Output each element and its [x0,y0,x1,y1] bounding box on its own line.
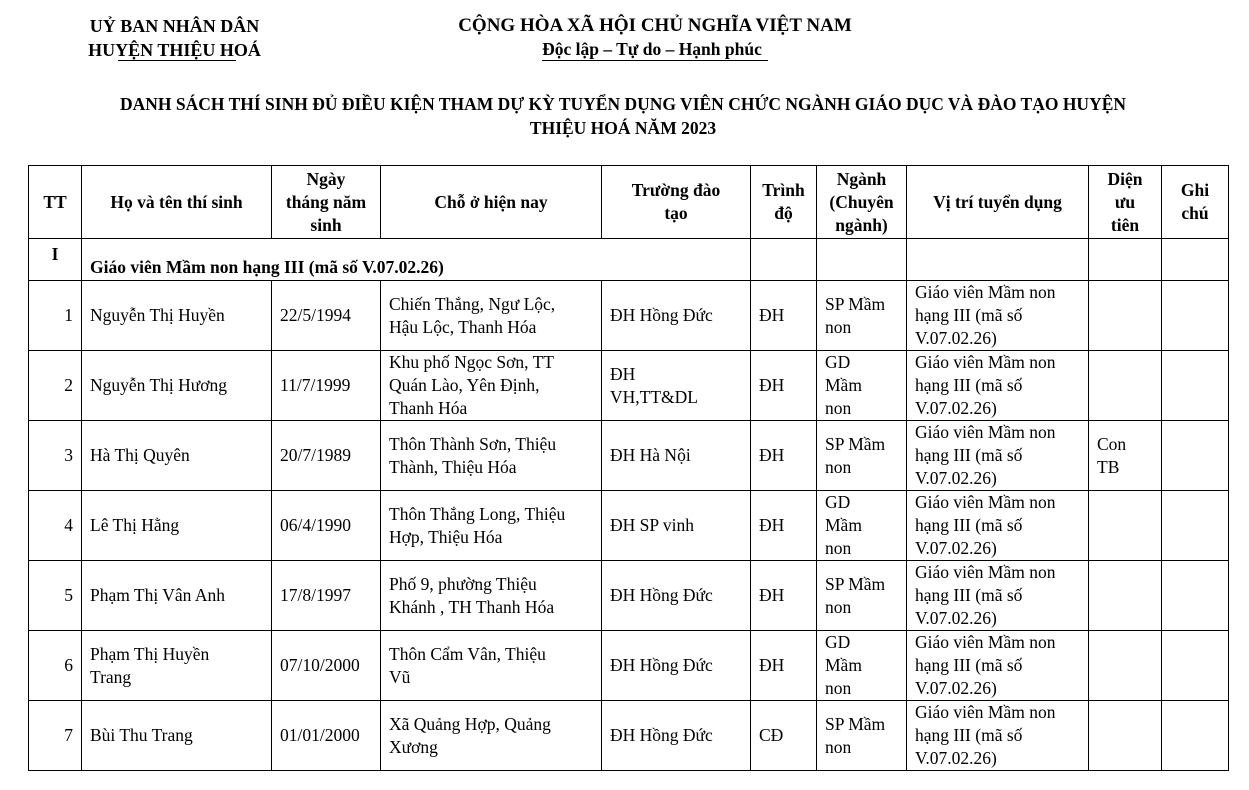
cell-address: Khu phố Ngọc Sơn, TT Quán Lào, Yên Định, Thanh Hóa [381,351,602,421]
cell-school: ĐH Hồng Đức [602,561,751,631]
issuing-authority [62,14,287,62]
table-row [29,281,1229,351]
cell-position: Giáo viên Mầm non hạng III (mã số V.07.02.26) [907,351,1089,421]
cell-school: ĐH Hà Nội [602,421,751,491]
cell-name: Phạm Thị Huyền Trang [82,631,272,701]
section-index: I [29,239,82,281]
cell-priority [1089,561,1162,631]
col-header-level: Trình độ [751,166,817,239]
cell-priority [1089,701,1162,771]
cell-major: GD Mầm non [817,631,907,701]
cell-note [1162,421,1229,491]
cell-priority [1089,351,1162,421]
section-row [29,239,1229,281]
cell-school: ĐH Hồng Đức [602,701,751,771]
table-row [29,701,1229,771]
cell-level: ĐH [751,421,817,491]
cell-name: Bùi Thu Trang [82,701,272,771]
cell-tt: 1 [29,281,82,351]
cell-tt: 5 [29,561,82,631]
cell-dob: 06/4/1990 [272,491,381,561]
cell-level: ĐH [751,561,817,631]
cell-major: SP Mầm non [817,281,907,351]
col-header-school: Trường đào tạo [602,166,751,239]
cell-major: SP Mầm non [817,561,907,631]
cell-priority [1089,491,1162,561]
cell-name: Nguyễn Thị Hương [82,351,272,421]
cell-level: ĐH [751,631,817,701]
cell-dob: 22/5/1994 [272,281,381,351]
cell-note [1162,491,1229,561]
cell-position: Giáo viên Mầm non hạng III (mã số V.07.02.26) [907,491,1089,561]
cell-dob: 07/10/2000 [272,631,381,701]
cell-level: ĐH [751,351,817,421]
document-title-line-2: THIỆU HOÁ NĂM 2023 [529,118,717,138]
cell-tt: 7 [29,701,82,771]
authority-underline [118,60,236,61]
document-title-line-1: DANH SÁCH THÍ SINH ĐỦ ĐIỀU KIỆN THAM DỰ KỲ TUYỂN DỤNG VIÊN CHỨC NGÀNH GIÁO DỤC VÀ ĐÀO TẠO HUYỆN [119,94,1127,114]
cell-note [1162,701,1229,771]
col-header-address: Chỗ ở hiện nay [381,166,602,239]
col-header-dob: Ngày tháng năm sinh [272,166,381,239]
candidate-table [28,165,1229,771]
cell-note [1162,561,1229,631]
cell-address: Thôn Thắng Long, Thiệu Hợp, Thiệu Hóa [381,491,602,561]
cell-tt: 3 [29,421,82,491]
section-title: Giáo viên Mầm non hạng III (mã số V.07.02.26) [82,239,751,281]
table-row [29,421,1229,491]
table-row [29,631,1229,701]
cell-major: SP Mầm non [817,701,907,771]
cell-major: GD Mầm non [817,351,907,421]
authority-line-1: UỶ BAN NHÂN DÂN [89,16,260,36]
cell-dob: 20/7/1989 [272,421,381,491]
cell-major: SP Mầm non [817,421,907,491]
document-title [28,92,1218,140]
cell-note [1162,351,1229,421]
cell-level: CĐ [751,701,817,771]
cell-tt: 4 [29,491,82,561]
cell-dob: 11/7/1999 [272,351,381,421]
table-row [29,561,1229,631]
cell-tt: 2 [29,351,82,421]
cell-name: Hà Thị Quyên [82,421,272,491]
authority-line-2: HUYỆN THIỆU HOÁ [88,40,261,60]
cell-priority [1089,281,1162,351]
table-header-row [29,166,1229,239]
cell-dob: 17/8/1997 [272,561,381,631]
cell-position: Giáo viên Mầm non hạng III (mã số V.07.02.26) [907,281,1089,351]
cell-note [1162,281,1229,351]
col-header-note: Ghi chú [1162,166,1229,239]
cell-school: ĐH Hồng Đức [602,631,751,701]
table-row [29,491,1229,561]
cell-school: ĐH SP vinh [602,491,751,561]
cell-name: Nguyễn Thị Huyền [82,281,272,351]
cell-address: Thôn Cẩm Vân, Thiệu Vũ [381,631,602,701]
col-header-major: Ngành (Chuyên ngành) [817,166,907,239]
cell-address: Chiến Thắng, Ngư Lộc, Hậu Lộc, Thanh Hóa [381,281,602,351]
col-header-tt: TT [29,166,82,239]
cell-dob: 01/01/2000 [272,701,381,771]
cell-level: ĐH [751,491,817,561]
cell-school: ĐH Hồng Đức [602,281,751,351]
cell-position: Giáo viên Mầm non hạng III (mã số V.07.02.26) [907,701,1089,771]
cell-school: ĐH VH,TT&DL [602,351,751,421]
col-header-position: Vị trí tuyển dụng [907,166,1089,239]
cell-address: Phố 9, phường Thiệu Khánh , TH Thanh Hóa [381,561,602,631]
cell-position: Giáo viên Mầm non hạng III (mã số V.07.02.26) [907,421,1089,491]
cell-address: Xã Quảng Hợp, Quảng Xương [381,701,602,771]
cell-level: ĐH [751,281,817,351]
country-name: CỘNG HÒA XÃ HỘI CHỦ NGHĨA VIỆT NAM [458,15,852,36]
cell-priority [1089,631,1162,701]
cell-position: Giáo viên Mầm non hạng III (mã số V.07.02.26) [907,561,1089,631]
table-row [29,351,1229,421]
cell-name: Lê Thị Hằng [82,491,272,561]
national-heading [410,14,900,62]
cell-address: Thôn Thành Sơn, Thiệu Thành, Thiệu Hóa [381,421,602,491]
cell-priority: Con TB [1089,421,1162,491]
col-header-priority: Diện ưu tiên [1089,166,1162,239]
national-motto: Độc lập – Tự do – Hạnh phúc [542,39,768,61]
cell-major: GD Mầm non [817,491,907,561]
cell-position: Giáo viên Mầm non hạng III (mã số V.07.02.26) [907,631,1089,701]
col-header-name: Họ và tên thí sinh [82,166,272,239]
cell-tt: 6 [29,631,82,701]
cell-name: Phạm Thị Vân Anh [82,561,272,631]
cell-note [1162,631,1229,701]
